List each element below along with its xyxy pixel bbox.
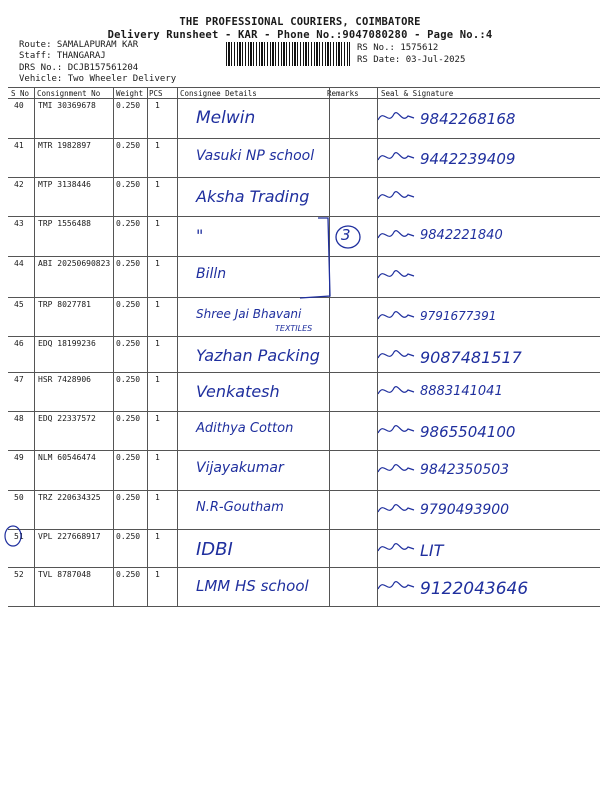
- row-weight: 0.250: [116, 259, 141, 268]
- row-pcs: 1: [155, 453, 160, 462]
- staff-label: Staff: THANGARAJ: [19, 51, 106, 61]
- row-consignment-no: TRP 8027781: [38, 300, 91, 309]
- row-pcs: 1: [155, 259, 160, 268]
- col-head-sno: S No: [11, 89, 30, 98]
- row-signature: 9791677391: [420, 309, 497, 323]
- row-weight: 0.250: [116, 180, 141, 189]
- row-consignment-no: ABI 20250690823: [38, 259, 111, 268]
- row-sno: 52: [14, 570, 24, 579]
- rs-number: RS No.: 1575612: [357, 43, 439, 53]
- row-consignment-no: MTP 3138446: [38, 180, 91, 189]
- row-weight: 0.250: [116, 300, 141, 309]
- row-pcs: 1: [155, 414, 160, 423]
- row-pcs: 1: [155, 375, 160, 384]
- row-consignment-no: TMI 30369678: [38, 101, 96, 110]
- row-pcs: 1: [155, 339, 160, 348]
- row-consignee: ": [196, 226, 204, 245]
- row-sno: 50: [14, 493, 24, 502]
- row-sno: 40: [14, 101, 24, 110]
- col-head-remarks: Remarks: [327, 89, 359, 98]
- row-consignment-no: MTR 1982897: [38, 141, 91, 150]
- row-pcs: 1: [155, 180, 160, 189]
- row-consignment-no: VPL 227668917: [38, 532, 101, 541]
- row-pcs: 1: [155, 493, 160, 502]
- col-head-consignee: Consignee Details: [180, 89, 257, 98]
- row-signature: 9122043646: [420, 579, 529, 599]
- col-head-consignment: Consignment No: [37, 89, 101, 98]
- route-label: Route: SAMALAPURAM KAR: [19, 40, 139, 50]
- col-head-weight: Weight: [116, 89, 144, 98]
- row-sno: 46: [14, 339, 24, 348]
- row-weight: 0.250: [116, 532, 141, 541]
- row-consignment-no: HSR 7428906: [38, 375, 91, 384]
- row-consignment-no: TVL 8787048: [38, 570, 91, 579]
- row-consignment-no: EDQ 22337572: [38, 414, 96, 423]
- row-signature: 8883141041: [420, 384, 503, 399]
- drs-number: DRS No.: DCJB157561204: [19, 63, 139, 73]
- row-consignment-no: NLM 60546474: [38, 453, 96, 462]
- row-consignee: Melwin: [196, 108, 256, 128]
- rs-date: RS Date: 03-Jul-2025: [357, 55, 466, 65]
- row-sno: 43: [14, 219, 24, 228]
- vehicle-label: Vehicle: Two Wheeler Delivery: [19, 74, 177, 84]
- row-weight: 0.250: [116, 493, 141, 502]
- row-sno: 49: [14, 453, 24, 462]
- row-consignee: Vijayakumar: [196, 460, 284, 476]
- row-weight: 0.250: [116, 101, 141, 110]
- row-consignee: Vasuki NP school: [196, 148, 315, 164]
- runsheet-title: Delivery Runsheet - KAR - Phone No.:9047080280 - Page No.:4: [107, 29, 493, 41]
- row-pcs: 1: [155, 570, 160, 579]
- row-signature: 9842350503: [420, 462, 510, 478]
- row-weight: 0.250: [116, 375, 141, 384]
- row-consignee-extra: TEXTILES: [275, 324, 313, 333]
- row-consignment-no: TRZ 220634325: [38, 493, 101, 502]
- row-signature: 9790493900: [420, 502, 510, 518]
- row-consignee: Billn: [196, 266, 227, 282]
- row-pcs: 1: [155, 141, 160, 150]
- row-consignee: Yazhan Packing: [196, 346, 320, 365]
- row-sno: 45: [14, 300, 24, 309]
- row-weight: 0.250: [116, 339, 141, 348]
- row-consignment-no: TRP 1556488: [38, 219, 91, 228]
- row-sno: 47: [14, 375, 24, 384]
- row-signature: 9442239409: [420, 150, 516, 168]
- col-head-pcs: PCS: [149, 89, 163, 98]
- row-consignee: IDBI: [196, 539, 233, 560]
- row-consignee: Shree Jai Bhavani: [196, 307, 302, 321]
- row-signature: LIT: [420, 541, 444, 560]
- row-weight: 0.250: [116, 453, 141, 462]
- row-weight: 0.250: [116, 219, 141, 228]
- row-consignee: Venkatesh: [196, 382, 280, 401]
- row-sno: 42: [14, 180, 24, 189]
- row-consignee: Adithya Cotton: [196, 421, 294, 436]
- row-consignee: Aksha Trading: [196, 187, 310, 206]
- row-sno: 51: [14, 532, 24, 541]
- row-consignee: N.R-Goutham: [196, 500, 284, 515]
- col-head-signature: Seal & Signature: [381, 89, 454, 98]
- row-pcs: 1: [155, 219, 160, 228]
- row-pcs: 1: [155, 101, 160, 110]
- row-pcs: 1: [155, 532, 160, 541]
- row-weight: 0.250: [116, 141, 141, 150]
- bracket-number: 3: [341, 226, 351, 244]
- row-signature: 9865504100: [420, 423, 516, 441]
- company-title: THE PROFESSIONAL COURIERS, COIMBATORE: [179, 16, 421, 28]
- row-sno: 48: [14, 414, 24, 423]
- row-signature: 9842268168: [420, 110, 516, 128]
- row-sno: 44: [14, 259, 24, 268]
- row-pcs: 1: [155, 300, 160, 309]
- row-consignee: LMM HS school: [196, 577, 309, 595]
- row-signature: 9842221840: [420, 228, 503, 243]
- row-signature: 9087481517: [420, 348, 522, 367]
- row-sno: 41: [14, 141, 24, 150]
- row-weight: 0.250: [116, 570, 141, 579]
- row-weight: 0.250: [116, 414, 141, 423]
- row-consignment-no: EDQ 18199236: [38, 339, 96, 348]
